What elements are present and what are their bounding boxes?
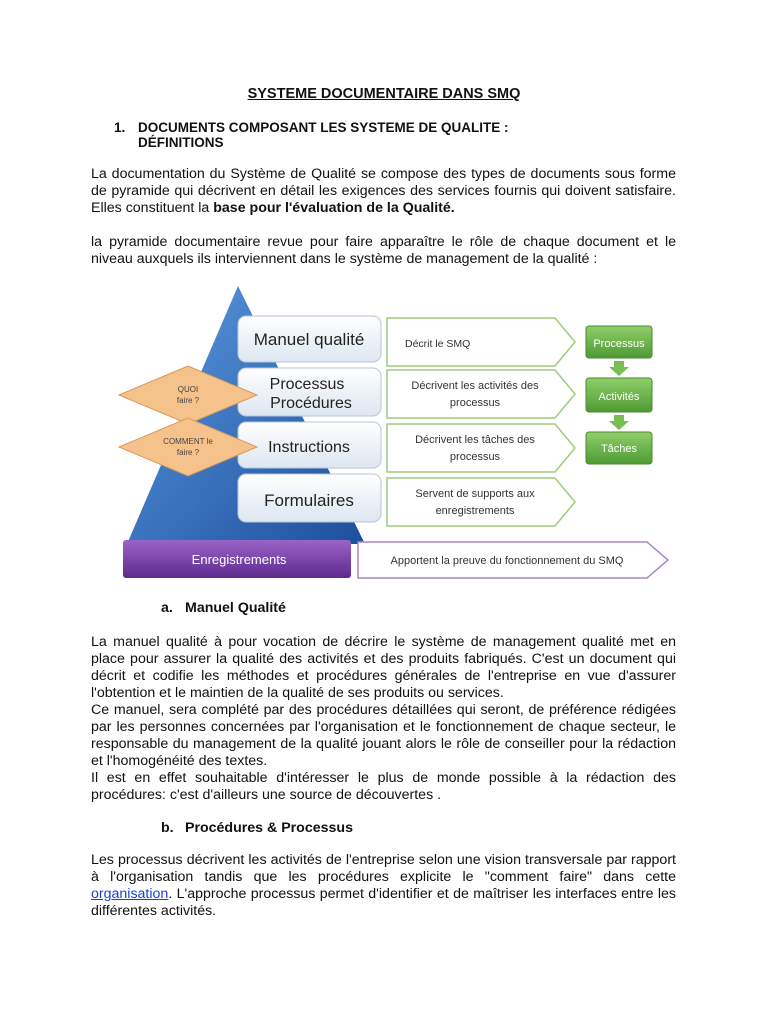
level-procedures: Procédures bbox=[270, 395, 352, 412]
desc-formulaires-line1: Servent de supports aux bbox=[415, 488, 535, 500]
section-a-heading bbox=[161, 600, 286, 616]
level-instructions: Instructions bbox=[268, 439, 350, 456]
diamond-quoi-line2: faire ? bbox=[176, 396, 200, 405]
level-manuel: Manuel qualité bbox=[253, 330, 365, 349]
flow-arrow-1 bbox=[609, 361, 629, 376]
section-b-text-after: . L'approche processus permet d'identifier et de maîtriser les interfaces entre les différentes activités. bbox=[91, 886, 676, 919]
pyramid-paragraph: la pyramide documentaire revue pour faire apparaître le rôle de chaque document et le niveau auxquels ils interviennent dans le système de management de la qualité : bbox=[91, 234, 676, 267]
section-a-p3: Il est en effet souhaitable d'intéresser le plus de monde possible à la rédaction des procédures: c'est d'ailleurs une source de découvertes . bbox=[91, 770, 676, 803]
section-b-body bbox=[91, 852, 676, 920]
intro-paragraph bbox=[91, 166, 676, 217]
desc-arrow-processus bbox=[387, 370, 575, 418]
section-1-heading bbox=[114, 120, 509, 150]
diamond-comment-line1: COMMENT le bbox=[163, 437, 213, 446]
desc-instructions-line1: Décrivent les tâches des bbox=[415, 434, 535, 446]
desc-arrow-instructions bbox=[387, 424, 575, 472]
section-a-p2: Ce manuel, sera complété par des procédures détaillées qui seront, de préférence rédigées par les personnes concernées par l'organisation et le fonctionnement de chaque secteur, le responsable du management de la qualité jouant alors le rôle de conseiller pour la rédaction et l'homogénéité des textes. bbox=[91, 702, 676, 769]
intro-text: La documentation du Système de Qualité se compose des types de documents sous forme de pyramide qui décrivent en détail les exigences des services fournis qui doivent satisfaire. Elles constituent la bbox=[91, 166, 676, 216]
pyramid-diagram bbox=[115, 282, 675, 584]
section-1-line2: DÉFINITIONS bbox=[138, 135, 224, 150]
section-b-letter: b. bbox=[161, 820, 174, 836]
page-title: SYSTEME DOCUMENTAIRE DANS SMQ bbox=[247, 86, 521, 102]
section-1-number: 1. bbox=[114, 120, 126, 135]
desc-manuel: Décrit le SMQ bbox=[405, 338, 471, 350]
section-a-p1: La manuel qualité à pour vocation de décrire le système de management qualité met en place pour assurer la qualité des activités et des produits fabriqués. C'est un document qui décrit et codifie les méthodes et procédures générales de l'entreprise en vue d'assurer l'obtention et le maintien de la qualité de ses produits ou services. bbox=[91, 634, 676, 701]
section-b-text-before: Les processus décrivent les activités de l'entreprise selon une vision transversale par rapport à l'organisation tandis que les procédures explicite le "comment faire" dans cette bbox=[91, 852, 676, 885]
desc-instructions-line2: processus bbox=[449, 451, 501, 463]
desc-enregistrements: Apportent la preuve du fonctionnement du SMQ bbox=[390, 555, 624, 567]
desc-formulaires-line2: enregistrements bbox=[435, 505, 515, 517]
diamond-quoi-line1: QUOI bbox=[177, 385, 199, 394]
section-a-body bbox=[91, 634, 676, 804]
desc-processus-line2: processus bbox=[449, 397, 501, 409]
flow-taches: Tâches bbox=[600, 443, 638, 455]
section-b-heading bbox=[161, 820, 353, 836]
section-1-line1: DOCUMENTS COMPOSANT LES SYSTEME DE QUALITE : bbox=[138, 120, 509, 135]
level-formulaires: Formulaires bbox=[264, 491, 354, 510]
level-processus: Processus bbox=[269, 376, 345, 393]
flow-arrow-2 bbox=[609, 415, 629, 430]
intro-bold: base pour l'évaluation de la Qualité. bbox=[213, 200, 455, 216]
base-label: Enregistrements bbox=[191, 552, 287, 567]
section-a-title: Manuel Qualité bbox=[185, 600, 286, 616]
flow-processus: Processus bbox=[593, 338, 645, 350]
flow-activites: Activités bbox=[598, 391, 640, 403]
desc-processus-line1: Décrivent les activités des bbox=[411, 380, 539, 392]
desc-arrow-formulaires bbox=[387, 478, 575, 526]
organisation-link[interactable]: organisation bbox=[91, 886, 169, 902]
diamond-comment-line2: faire ? bbox=[176, 448, 200, 457]
section-a-letter: a. bbox=[161, 600, 173, 616]
section-b-title: Procédures & Processus bbox=[185, 820, 353, 836]
